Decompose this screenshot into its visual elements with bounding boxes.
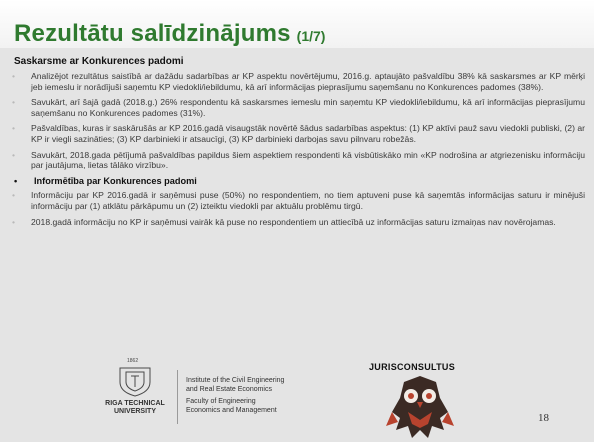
slide-title-text: Rezultātu salīdzinājums xyxy=(14,20,291,47)
bullet-item xyxy=(10,97,585,118)
section-heading: Saskarsme ar Konkurences padomi xyxy=(14,56,184,67)
footer xyxy=(0,352,594,442)
bullet-list xyxy=(10,71,585,232)
slide-title xyxy=(14,12,325,49)
bullet-item xyxy=(10,71,585,92)
faculty-line: Economics and Management xyxy=(186,406,277,414)
owl-logo-icon xyxy=(382,372,458,442)
bullet-dot: • xyxy=(12,123,16,134)
bullet-dot: • xyxy=(12,216,16,227)
faculty-line: Faculty of Engineering xyxy=(186,398,256,405)
bullet-item xyxy=(10,150,585,171)
subheading-item xyxy=(10,176,585,187)
page-number: 18 xyxy=(538,412,549,424)
institute-line: Institute of the Civil Engineering xyxy=(186,377,285,384)
rtu-name xyxy=(98,400,172,416)
bullet-dot: • xyxy=(12,190,16,201)
institute-info xyxy=(186,377,284,415)
bullet-dot: • xyxy=(12,97,16,108)
bullet-dot: • xyxy=(12,149,16,160)
subheading-text: Informētība par Konkurences padomi xyxy=(34,175,197,186)
bullet-text: Savukārt, 2018.gada pētījumā pašvaldības papildus šiem aspektiem respondenti kā visbūtiskāko min «KP nodrošina ar atgriezenisku informāciju par jautājuma, lietas tālāko virzību». xyxy=(31,149,585,171)
slide-counter: (1/7) xyxy=(296,28,326,44)
institute-line: and Real Estate Economics xyxy=(186,385,272,393)
footer-divider xyxy=(177,370,178,424)
bullet-text: Analizējot rezultātus saistībā ar dažādu sadarbības ar KP aspektu novērtējumu, 2016.g. aptaujāto pašvaldību 38% kā saskarsmes ar KP mērķi jeb iemeslu ir norādījuši saņemtu KP viedokli/iebildumu, kā arī informācijas pieprasījumu saņemšanu no Konkurences padomes (38%). xyxy=(31,71,585,92)
bullet-text: Informāciju par KP 2016.gadā ir saņēmusi puse (50%) no respondentiem, no tiem aptuveni puse kā saņemtās informācijas saturu ir minējuši informāciju par (1) atklātu pārkāpumu un (2) izteiktu viedokli par aktuālu problēmu tirgū. xyxy=(31,190,585,211)
bullet-text: Pašvaldības, kuras ir saskārušās ar KP 2016.gadā visaugstāk novērtē šādus sadarbības aspektus: (1) KP aktīvi pauž savu viedokli publiski, (2) ar KP ir viegli sazināties; (3) KP darbinieki ir atsaucīgi, (3) KP darbinieki darbojas savu pilnvaru robežās. xyxy=(31,123,585,144)
bullet-text: 2018.gadā informāciju no KP ir saņēmusi vairāk kā puse no respondentiem un attiecībā uz informācijas saturu izmaiņas nav novērojamas. xyxy=(31,216,556,227)
bullet-dot: • xyxy=(12,71,16,81)
bullet-dot: • xyxy=(14,175,18,186)
rtu-name-line: RIGA TECHNICAL xyxy=(105,400,165,407)
bullet-text: Savukārt, arī šajā gadā (2018.g.) 26% respondentu kā saskarsmes iemeslu min saņemtu KP viedokli/iebildumu, kā arī informācijas pieprasījumu saņemšanu no Konkurences padomes (31%). xyxy=(31,97,585,118)
bullet-item xyxy=(10,123,585,144)
bullet-item xyxy=(10,190,585,211)
rtu-name-line: UNIVERSITY xyxy=(113,408,156,415)
juris-logo-text: JURISCONSULTUS xyxy=(369,362,456,372)
rtu-year: 1862 xyxy=(127,358,139,364)
bullet-item xyxy=(10,217,585,228)
